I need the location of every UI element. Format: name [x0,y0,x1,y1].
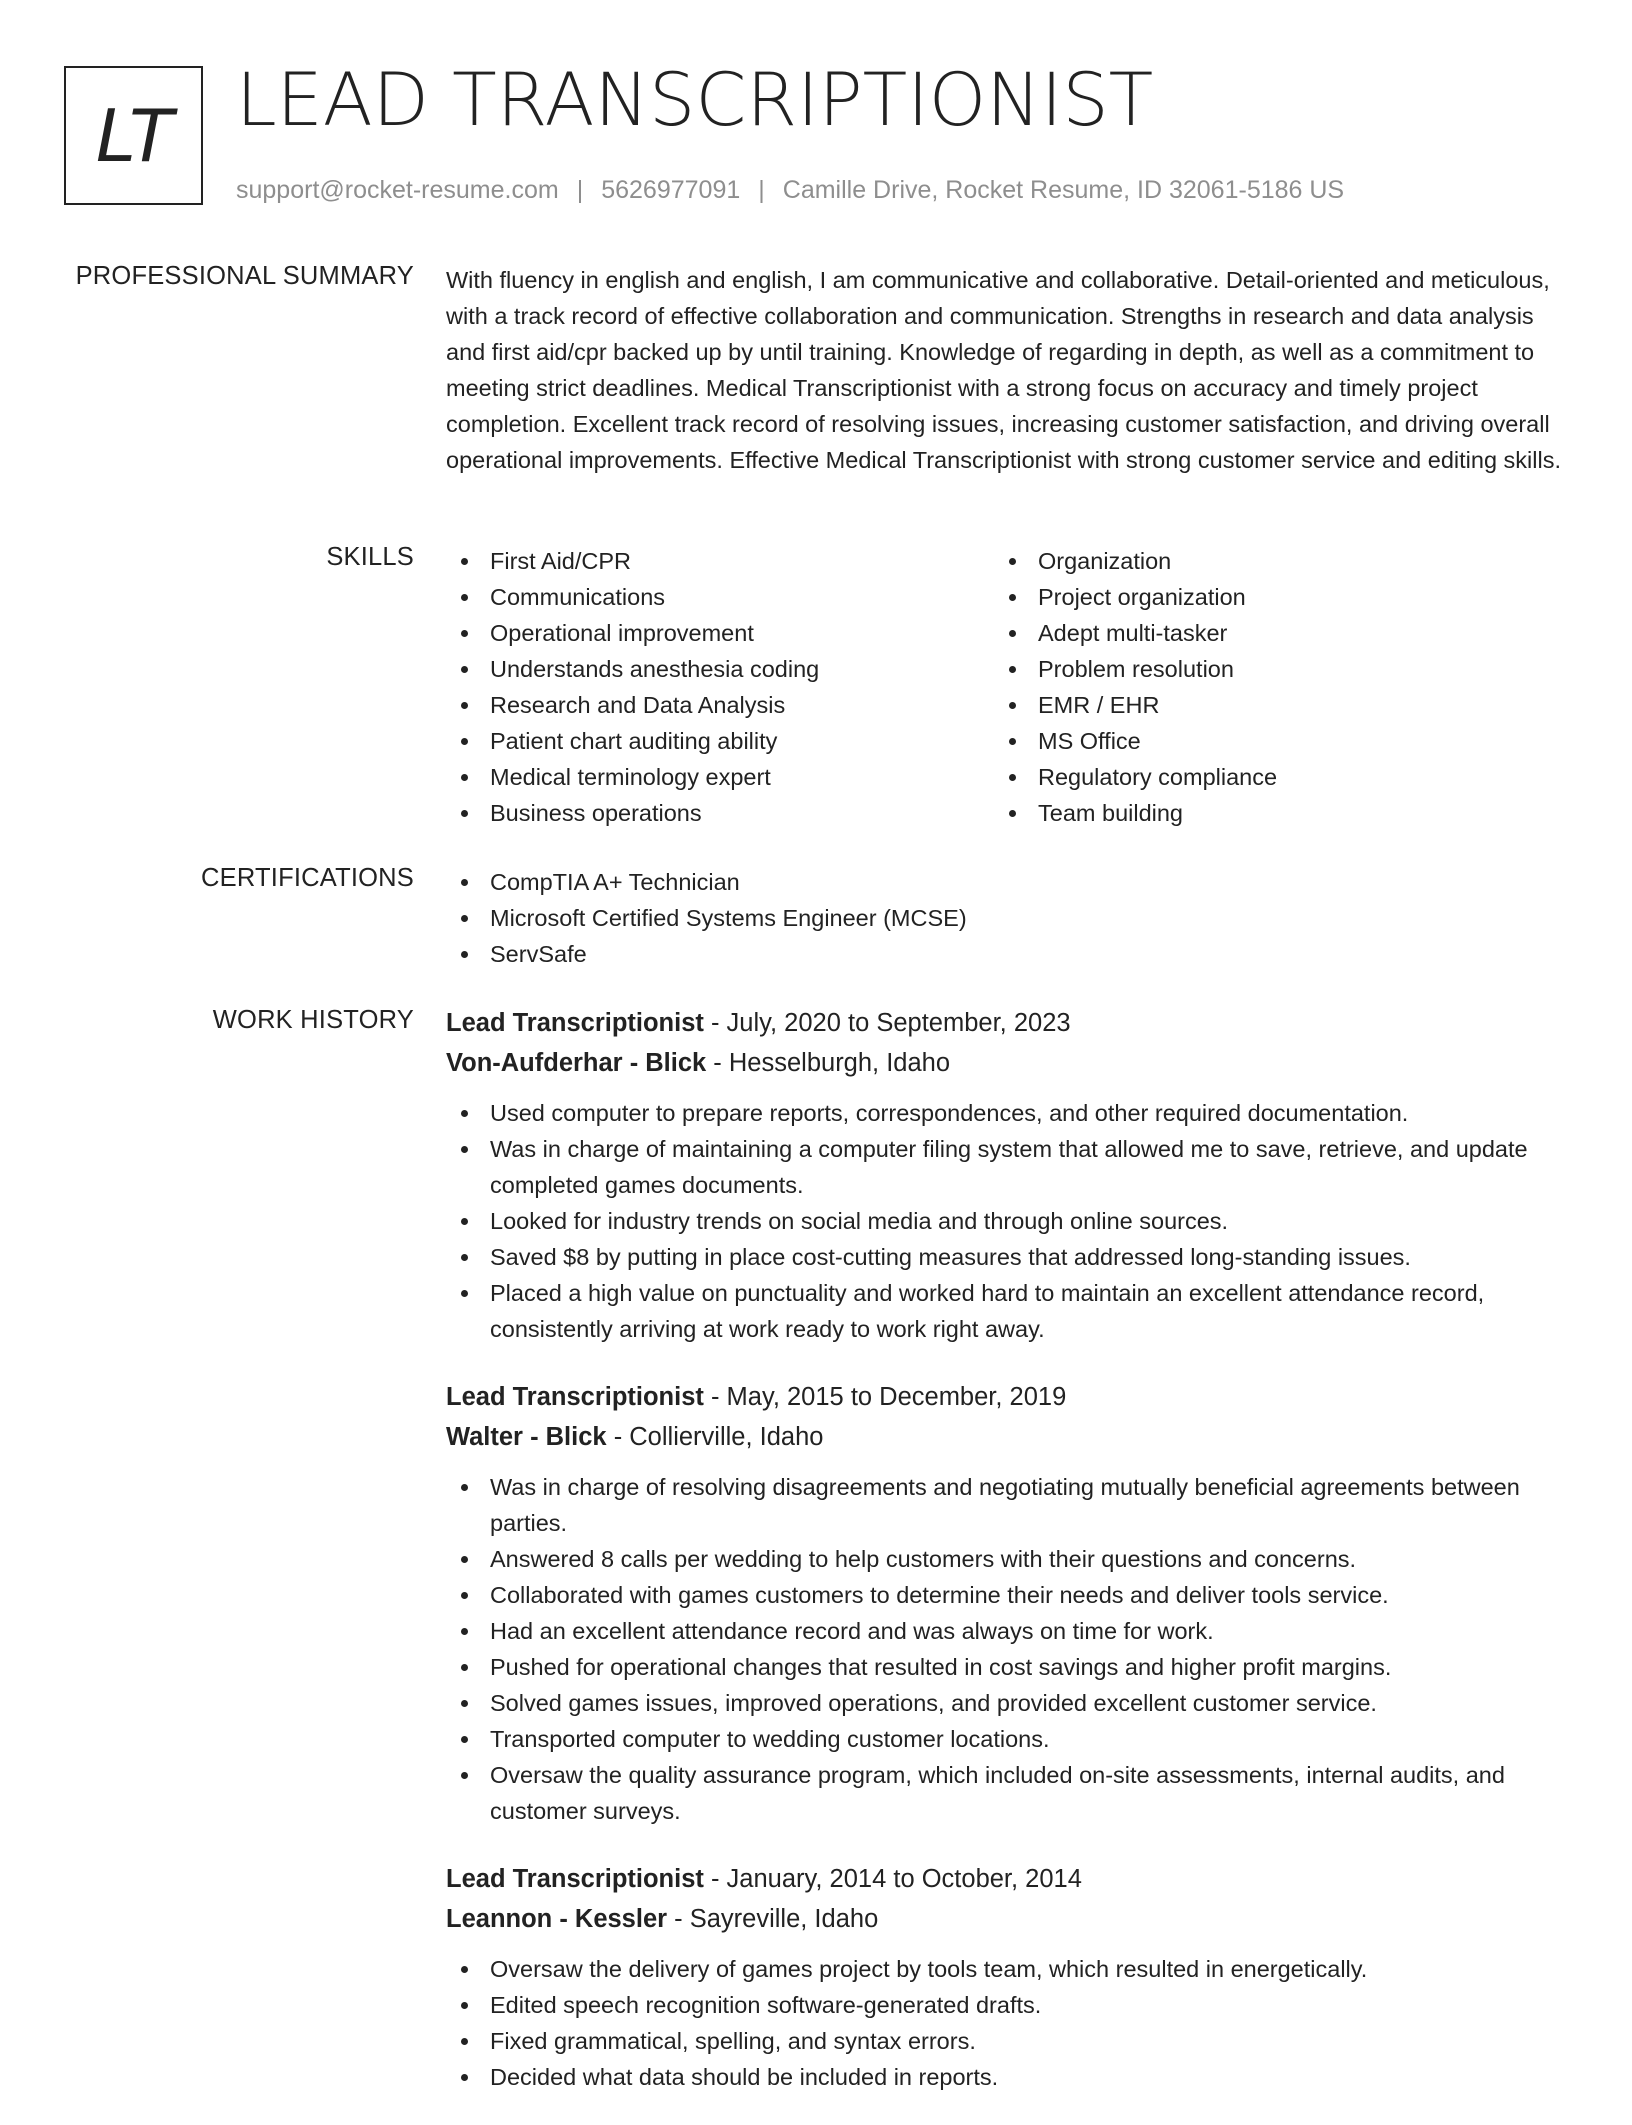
job-employer [446,1043,1566,1083]
contact-address: Camille Drive, Rocket Resume, ID 32061-5186 US [782,176,1345,204]
list-item: Looked for industry trends on social media and through online sources. [446,1203,1566,1239]
list-item: Regulatory compliance [994,759,1542,795]
job-company: Leannon - Kessler [446,1905,668,1933]
job-employer [446,1899,1566,1939]
job-entry [446,1377,1566,1829]
page-title: LEAD TRANSCRIPTIONIST [236,58,1154,143]
list-item: Was in charge of resolving disagreements and negotiating mutually beneficial agreements between parties. [446,1469,1566,1541]
list-item: Medical terminology expert [446,759,994,795]
section-label-summary: PROFESSIONAL SUMMARY [75,262,414,290]
list-item: Adept multi-tasker [994,615,1542,651]
job-heading [446,1377,1566,1417]
list-item: Communications [446,579,994,615]
list-item: Was in charge of maintaining a computer filing system that allowed me to save, retrieve, and update completed games documents. [446,1131,1566,1203]
list-item: Answered 8 calls per wedding to help customers with their questions and concerns. [446,1541,1566,1577]
job-employer [446,1417,1566,1457]
list-item: Patient chart auditing ability [446,723,994,759]
list-item: Edited speech recognition software-generated drafts. [446,1987,1566,2023]
list-item: Understands anesthesia coding [446,651,994,687]
list-item: CompTIA A+ Technician [446,864,1566,900]
list-item: Transported computer to wedding customer locations. [446,1721,1566,1757]
list-item: Solved games issues, improved operations, and provided excellent customer service. [446,1685,1566,1721]
list-item: Problem resolution [994,651,1542,687]
job-location: - Hesselburgh, Idaho [706,1049,951,1077]
contact-line [236,176,1344,205]
job-dates: - January, 2014 to October, 2014 [703,1865,1082,1893]
skills-list-left [446,543,994,831]
list-item: ServSafe [446,936,1566,972]
list-item: Saved $8 by putting in place cost-cutting measures that addressed long-standing issues. [446,1239,1566,1275]
job-location: - Collierville, Idaho [606,1423,824,1451]
list-item: Team building [994,795,1542,831]
section-label-skills: SKILLS [326,543,414,571]
list-item: Pushed for operational changes that resulted in cost savings and higher profit margins. [446,1649,1566,1685]
list-item: EMR / EHR [994,687,1542,723]
certifications-list [446,864,1566,972]
job-dates: - July, 2020 to September, 2023 [703,1009,1071,1037]
list-item: Decided what data should be included in reports. [446,2059,1566,2095]
job-dates: - May, 2015 to December, 2019 [703,1383,1067,1411]
list-item: Organization [994,543,1542,579]
contact-separator: | [758,176,765,204]
monogram-box [64,66,203,205]
list-item: Had an excellent attendance record and was always on time for work. [446,1613,1566,1649]
list-item: Project organization [994,579,1542,615]
section-label-work-history: WORK HISTORY [212,1006,414,1034]
list-item: Collaborated with games customers to determine their needs and deliver tools service. [446,1577,1566,1613]
job-entry [446,1859,1566,2095]
job-bullets [446,1951,1566,2095]
list-item: MS Office [994,723,1542,759]
list-item: Research and Data Analysis [446,687,994,723]
summary-text: With fluency in english and english, I am communicative and collaborative. Detail-oriented and meticulous, with a track record of effective collaboration and communication. Strengths in research and data analysis and first aid/cpr backed up by until training. Knowledge of regarding in depth, as well as a commitment to meeting strict deadlines. Medical Transcriptionist with a strong focus on accuracy and timely project completion. Excellent track record of resolving issues, increasing customer satisfaction, and driving overall operational improvements. Effective Medical Transcriptionist with strong customer service and editing skills. [446,267,1561,473]
job-entry [446,1003,1566,1347]
list-item: Operational improvement [446,615,994,651]
job-title: Lead Transcriptionist [446,1383,704,1411]
list-item: Business operations [446,795,994,831]
job-title: Lead Transcriptionist [446,1865,704,1893]
list-item: Placed a high value on punctuality and worked hard to maintain an excellent attendance record, consistently arriving at work ready to work right away. [446,1275,1566,1347]
list-item: Oversaw the quality assurance program, which included on-site assessments, internal audits, and customer surveys. [446,1757,1566,1829]
contact-email[interactable]: support@rocket-resume.com [236,176,559,204]
job-location: - Sayreville, Idaho [667,1905,879,1933]
list-item: Fixed grammatical, spelling, and syntax errors. [446,2023,1566,2059]
job-company: Von-Aufderhar - Blick [446,1049,707,1077]
jobs-container [446,1003,1566,2125]
job-heading [446,1859,1566,1899]
list-item: Used computer to prepare reports, correspondences, and other required documentation. [446,1095,1566,1131]
job-bullets [446,1469,1566,1829]
job-bullets [446,1095,1566,1347]
section-label-certifications: CERTIFICATIONS [201,864,414,892]
list-item: First Aid/CPR [446,543,994,579]
list-item: Microsoft Certified Systems Engineer (MCSE) [446,900,1566,936]
list-item: Oversaw the delivery of games project by tools team, which resulted in energetically. [446,1951,1566,1987]
job-company: Walter - Blick [446,1423,607,1451]
contact-phone[interactable]: 5626977091 [601,176,741,204]
monogram-initials: LT [95,93,172,178]
job-heading [446,1003,1566,1043]
skills-list-right [994,543,1542,831]
job-title: Lead Transcriptionist [446,1009,704,1037]
contact-separator: | [576,176,584,204]
